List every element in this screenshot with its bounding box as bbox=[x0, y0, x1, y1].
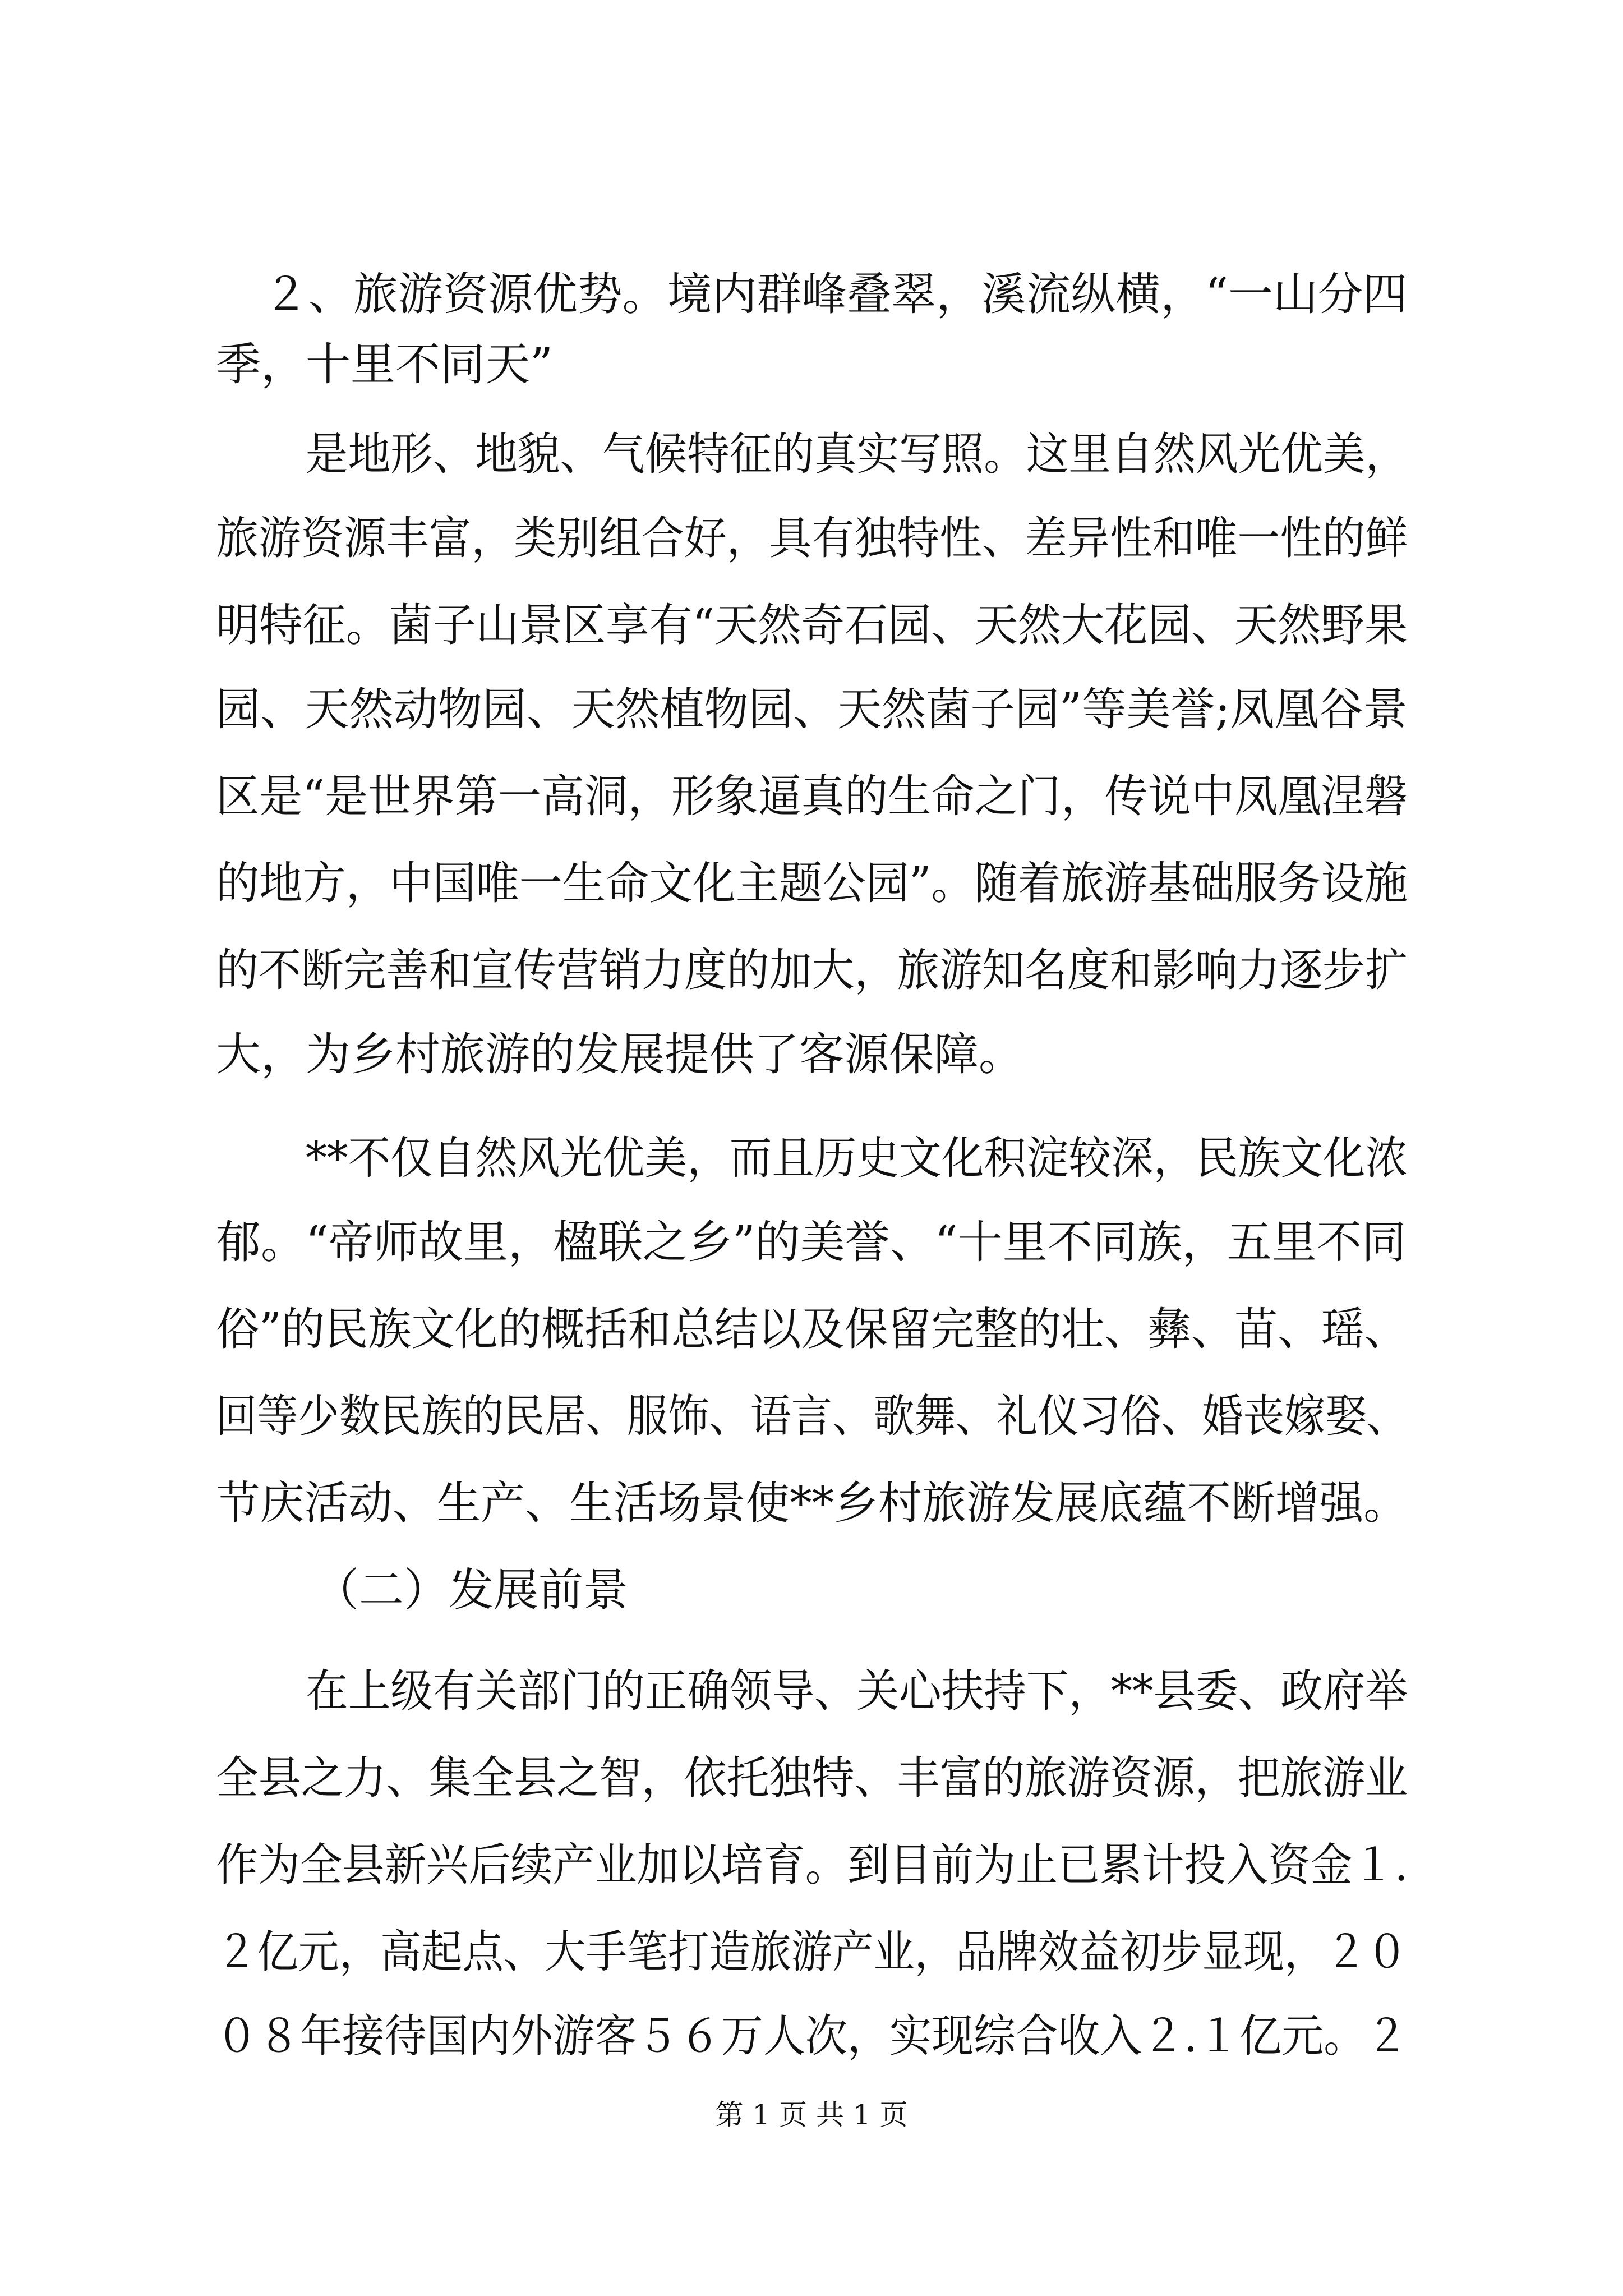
text-line: 俗”的民族文化的概括和总结以及保留完整的壮、彝、苗、瑶、 bbox=[216, 1303, 1408, 1355]
text-line: 旅游资源丰富，类别组合好，具有独特性、差异性和唯一性的鲜 bbox=[216, 512, 1408, 564]
text-line: 的不断完善和宣传营销力度的加大，旅游知名度和影响力逐步扩 bbox=[216, 944, 1408, 996]
text-line: 在上级有关部门的正确领导、关心扶持下，**县委、政府举 bbox=[306, 1665, 1408, 1717]
text-line: 回等少数民族的民居、服饰、语言、歌舞、礼仪习俗、婚丧嫁娶、 bbox=[216, 1390, 1408, 1442]
text-line: 郁。“帝师故里，楹联之乡”的美誉、“十里不同族，五里不同 bbox=[216, 1216, 1407, 1268]
text-line: 园、天然动物园、天然植物园、天然菌子园”等美誉;凤凰谷景 bbox=[216, 683, 1408, 735]
text-line: 区是“是世界第一高洞，形象逼真的生命之门，传说中凤凰涅磐 bbox=[216, 770, 1408, 822]
text-line: 季，十里不同天” bbox=[216, 338, 553, 390]
text-line: 是地形、地貌、气候特征的真实写照。这里自然风光优美， bbox=[306, 428, 1408, 480]
text-line: ２亿元，高起点、大手笔打造旅游产业，品牌效益初步显现，２０ bbox=[216, 1926, 1408, 1978]
text-line: 作为全县新兴后续产业加以培育。到目前为止已累计投入资金１. bbox=[216, 1839, 1408, 1891]
text-line: ０８年接待国内外游客５６万人次，实现综合收入２.１亿元。２ bbox=[216, 2010, 1408, 2062]
text-line: 的地方，中国唯一生命文化主题公园”。随着旅游基础服务设施 bbox=[216, 857, 1408, 909]
text-line: **不仅自然风光优美，而且历史文化积淀较深，民族文化浓 bbox=[306, 1132, 1408, 1184]
section-heading: （二）发展前景 bbox=[314, 1564, 628, 1616]
text-line: 全县之力、集全县之智，依托独特、丰富的旅游资源，把旅游业 bbox=[216, 1752, 1408, 1804]
text-line: 节庆活动、生产、生活场景使**乡村旅游发展底蕴不断增强。 bbox=[216, 1477, 1408, 1529]
page-footer: 第 1 页 共 1 页 bbox=[715, 2099, 908, 2131]
text-line: 大，为乡村旅游的发展提供了客源保障。 bbox=[216, 1028, 1023, 1080]
text-line: ２、旅游资源优势。境内群峰叠翠，溪流纵横，“一山分四 bbox=[264, 268, 1408, 320]
text-line: 明特征。菌子山景区享有“天然奇石园、天然大花园、天然野果 bbox=[216, 599, 1408, 651]
